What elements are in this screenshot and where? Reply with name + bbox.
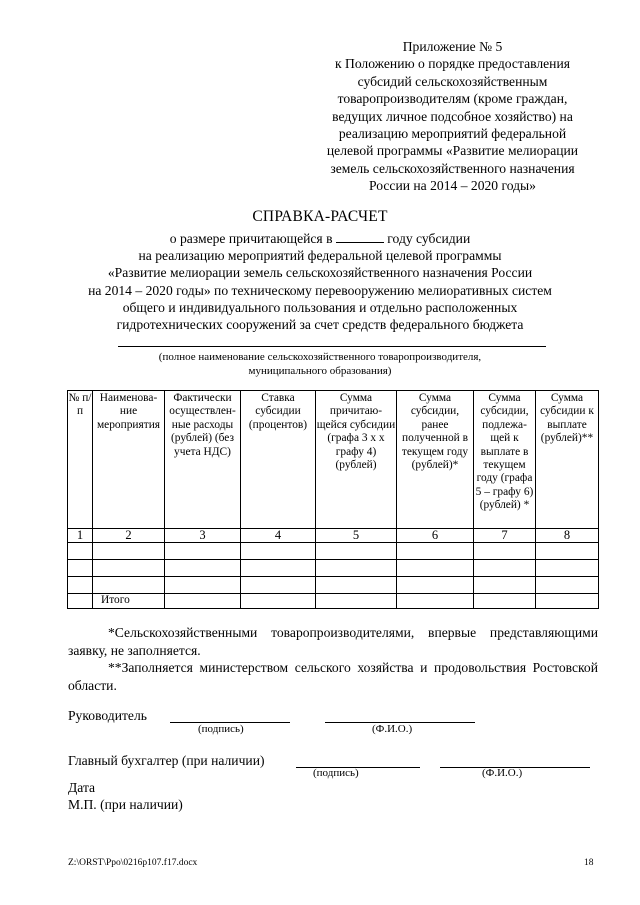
header-cell: Наименова- ние мероприятия [93,391,165,529]
header-cell: Фактически осуществлен- ные расходы (рублей) (без учета НДС) [165,391,241,529]
total-label: Итого [93,594,165,609]
table-cell[interactable] [68,594,93,609]
footnote-second: **Заполняется министерством сельского хозяйства и продовольствия Ростовской области. [68,660,598,693]
producer-name-field[interactable] [118,346,546,347]
column-number: 4 [241,529,316,543]
table-row [68,543,599,560]
footnote-first: *Сельскохозяйственными товаропроизводителями, впервые представляющими заявку, не заполняется. [68,625,598,658]
caption-line-1: (полное наименование сельскохозяйственного товаропроизводителя, [158,351,482,363]
header-cell: Ставка субсидии (процентов) [241,391,316,529]
table-header-row [68,391,599,529]
subtitle-line-1 [40,230,600,247]
table-cell[interactable] [68,560,93,577]
header-cell: Сумма субсидии к выплате (рублей)** [536,391,599,529]
appendix-line: к Положению о порядке предоставления [335,56,570,72]
subtitle-line: «Развитие мелиорации земель сельскохозяйственного назначения России [107,265,533,281]
table-cell[interactable] [316,594,397,609]
calculation-table [67,390,599,609]
column-number-row [68,529,599,543]
header-cell: Сумма субсидии, ранее полученной в текущем году (рублей)* [397,391,474,529]
producer-name-caption [100,350,540,378]
subtitle-line: гидротехнических сооружений за счет средств федерального бюджета [116,317,524,333]
table-cell[interactable] [165,543,241,560]
subtitle-line-1-end: году субсидии [387,231,471,246]
appendix-line: ведущих личное подсобное хозяйство) на [332,108,573,124]
table-cell[interactable] [165,594,241,609]
table-cell[interactable] [241,594,316,609]
column-number: 8 [536,529,599,543]
table-cell[interactable] [397,577,474,594]
table-cell[interactable] [536,543,599,560]
table-cell[interactable] [474,543,536,560]
column-number: 6 [397,529,474,543]
table-row [68,560,599,577]
subtitle-line: на реализацию мероприятий федеральной целевой программы [138,248,502,264]
table-cell[interactable] [241,560,316,577]
table-cell[interactable] [241,577,316,594]
table-row [68,577,599,594]
accountant-label: Главный бухгалтер (при наличии) [68,753,265,768]
head-label: Руководитель [68,708,147,723]
subtitle-line: общего и индивидуального пользования и отдельно расположенных [122,299,518,315]
table-cell[interactable] [316,543,397,560]
year-blank-field[interactable] [336,231,384,243]
table-cell[interactable] [536,560,599,577]
appendix-block [300,38,605,195]
head-signature-caption: (подпись) [198,723,244,735]
page-number: 18 [584,858,594,868]
date-label: Дата [68,780,96,795]
accountant-signature-caption: (подпись) [313,767,359,779]
head-name-caption: (Ф.И.О.) [372,723,413,735]
table-cell[interactable] [241,543,316,560]
appendix-line: Приложение № 5 [402,39,503,54]
column-number: 2 [93,529,165,543]
table-cell[interactable] [93,577,165,594]
table-cell[interactable] [93,560,165,577]
table-cell[interactable] [68,577,93,594]
table-cell[interactable] [68,543,93,560]
column-number: 5 [316,529,397,543]
accountant-name-caption: (Ф.И.О.) [482,767,523,779]
table-cell[interactable] [397,594,474,609]
table-cell[interactable] [165,577,241,594]
subtitle-line-1-start: о размере причитающейся в [169,231,333,246]
header-cell: Сумма субсидии, подлежа- щей к выплате в текущем году (графа 5 – графу 6) (рублей) * [474,391,536,529]
document-title: СПРАВКА-РАСЧЕТ [252,208,388,225]
table-cell[interactable] [536,594,599,609]
stamp-label: М.П. (при наличии) [68,797,183,812]
column-number: 3 [165,529,241,543]
total-row [68,594,599,609]
table-cell[interactable] [397,543,474,560]
file-path: Z:\ORST\Ppo\0216p107.f17.docx [68,858,198,868]
appendix-line: реализацию мероприятий федеральной [338,126,567,142]
header-cell: Сумма причитаю- щейся субсидии (графа 3 х х графу 4) (рублей) [316,391,397,529]
table-cell[interactable] [316,577,397,594]
column-number: 7 [474,529,536,543]
column-number: 1 [68,529,93,543]
appendix-line: целевой программы «Развитие мелиорации [326,143,579,159]
appendix-line: субсидий сельскохозяйственным [357,73,548,89]
table-cell[interactable] [93,543,165,560]
appendix-line: России на 2014 – 2020 годы» [369,178,536,194]
table-cell[interactable] [474,594,536,609]
table-cell[interactable] [397,560,474,577]
subtitle-line: на 2014 – 2020 годы» по техническому перевооружению мелиоративных систем [88,282,552,298]
table-cell[interactable] [536,577,599,594]
table-cell[interactable] [165,560,241,577]
table-cell[interactable] [474,577,536,594]
table-cell[interactable] [474,560,536,577]
appendix-line: товаропроизводителям (кроме граждан, [337,91,568,107]
appendix-line: земель сельскохозяйственного назначения [330,160,575,176]
table-cell[interactable] [316,560,397,577]
caption-line-2: муниципального образования) [248,365,392,377]
document-subtitle [40,230,600,333]
header-cell: № п/п [68,391,93,529]
